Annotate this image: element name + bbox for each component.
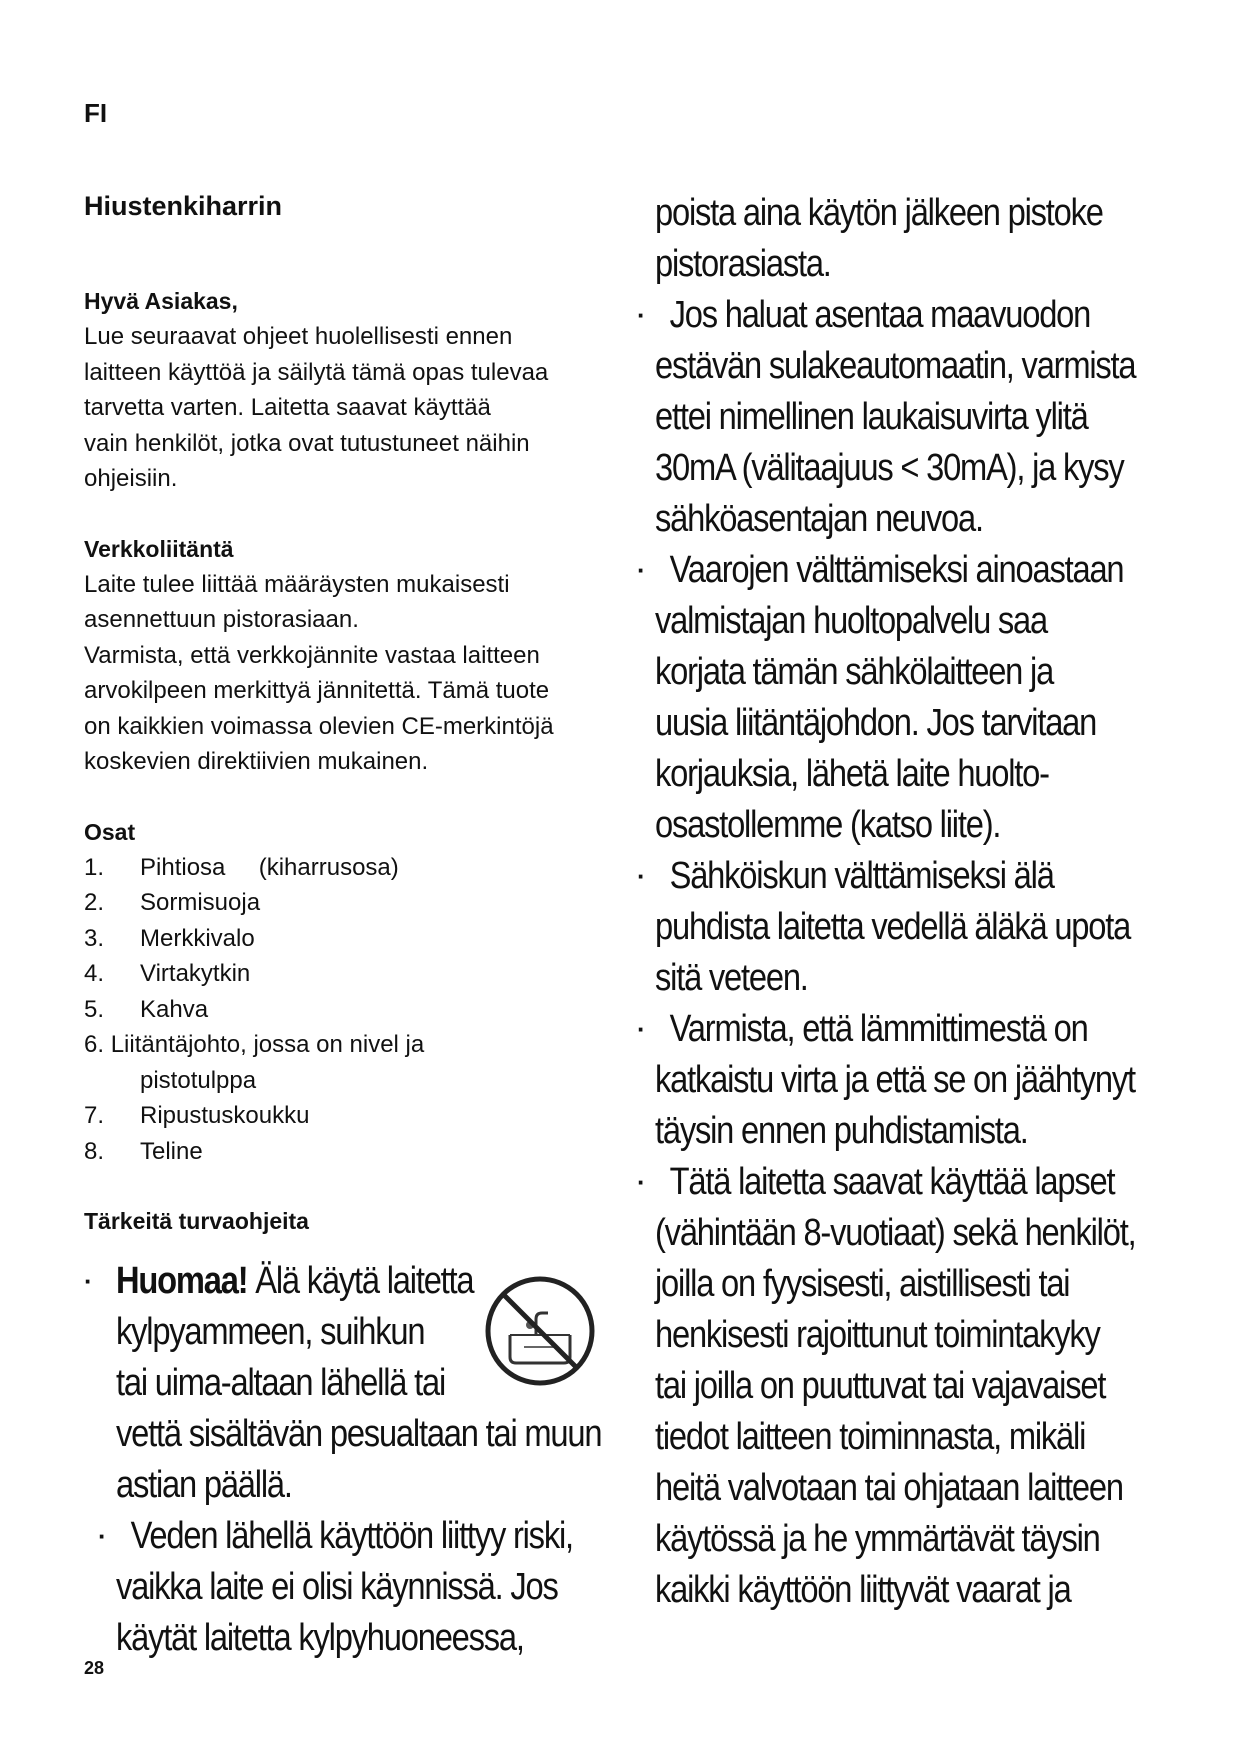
safety-line: sähköasentajan neuvoa. <box>655 498 983 540</box>
safety-line: käytössä ja he ymmärtävät täysin <box>655 1518 1100 1560</box>
continued-line: poista aina käytön jälkeen pistoke <box>655 192 1103 234</box>
safety-line: heitä valvotaan tai ohjataan laitteen <box>655 1467 1123 1509</box>
network-line: Varmista, että verkkojännite vastaa laitteen <box>84 641 540 669</box>
safety-line: 30mA (välitaajuus < 30mA), ja kysy <box>655 447 1124 489</box>
parts-heading: Osat <box>84 818 136 845</box>
safety-line: korjata tämän sähkölaitteen ja <box>655 651 1054 693</box>
item-number: 8. <box>84 1137 105 1165</box>
warning-keyword: Huomaa! <box>116 1260 248 1302</box>
safety-line: puhdista laitetta vedellä äläkä upota <box>655 906 1131 948</box>
item-label-continued: pistotulppa <box>140 1066 257 1094</box>
warning-line: astian päällä. <box>116 1464 292 1506</box>
list-item <box>84 1098 604 1134</box>
safety-line: joilla on fyysisesti, aistillisesti tai <box>655 1263 1070 1305</box>
bullet-icon: · <box>98 1521 107 1551</box>
no-bathtub-icon-graphic <box>484 1275 596 1387</box>
safety-line: katkaistu virta ja että se on jäähtynyt <box>655 1059 1135 1101</box>
network-heading: Verkkoliitäntä <box>84 535 234 562</box>
network-line: Laite tulee liittää määräysten mukaisesti <box>84 570 510 598</box>
item-label: Teline <box>140 1137 203 1165</box>
safety-heading: Tärkeitä turvaohjeita <box>84 1208 309 1234</box>
safety-line: sitä veteen. <box>655 957 808 999</box>
item-label: Virtakytkin <box>140 960 251 987</box>
safety-line: osastollemme (katso liite). <box>655 804 1001 846</box>
safety-line: Vaarojen välttämiseksi ainoastaan <box>669 549 1124 591</box>
safety-line: tai joilla on puuttuvat tai vajavaiset <box>655 1365 1106 1407</box>
warning-line: kylpyammeen, suihkun <box>116 1311 425 1353</box>
greeting-heading: Hyvä Asiakas, <box>84 288 238 314</box>
item-label: Merkkivalo <box>140 924 255 952</box>
bullet-icon: · <box>637 1167 646 1197</box>
page-number: 28 <box>84 1658 105 1678</box>
bullet-icon: · <box>84 1266 93 1296</box>
warning-first-line: Älä käytä laitetta <box>247 1260 474 1302</box>
safety-line: valmistajan huoltopalvelu saa <box>655 600 1047 642</box>
safety-line: Varmista, että lämmittimestä on <box>669 1008 1088 1050</box>
warning-line: vettä sisältävän pesualtaan tai muun <box>116 1413 602 1455</box>
item-label: Pihtiosa (kiharrusosa) <box>140 853 399 881</box>
greeting-line: ohjeisiin. <box>84 465 178 492</box>
parts-list <box>84 850 604 1170</box>
safety-item-text <box>655 290 1137 545</box>
safety-line: korjauksia, lähetä laite huolto- <box>655 753 1049 795</box>
item-number: 7. <box>84 1102 105 1129</box>
item-label: Ripustuskoukku <box>140 1102 310 1129</box>
safety-line: (vähintään 8-vuotiaat) sekä henkilöt, <box>655 1212 1136 1254</box>
list-item <box>84 1027 604 1098</box>
list-item <box>84 1134 604 1170</box>
list-item <box>84 992 604 1028</box>
water-risk-line: käytät laitetta kylpyhuoneessa, <box>116 1617 524 1659</box>
greeting-line: vain henkilöt, jotka ovat tutustuneet näihin <box>84 429 530 457</box>
safety-item <box>637 545 1215 851</box>
safety-item <box>637 1004 1215 1157</box>
list-item <box>84 850 604 886</box>
item-number: 1. <box>84 853 105 881</box>
safety-line: kaikki käyttöön liittyvät vaarat ja <box>655 1569 1071 1611</box>
water-risk-line: Veden lähellä käyttöön liittyy riski, <box>130 1515 573 1557</box>
continued-line: pistorasiasta. <box>655 243 831 285</box>
safety-item <box>637 851 1215 1004</box>
bullet-icon: · <box>637 1014 646 1044</box>
list-item <box>84 956 604 992</box>
item-number: 5. <box>84 995 105 1023</box>
item-label: Liitäntäjohto, jossa on nivel ja <box>110 1031 425 1058</box>
network-line: arvokilpeen merkittyä jännitettä. Tämä tuote <box>84 677 550 704</box>
list-item <box>84 921 604 957</box>
safety-line: Jos haluat asentaa maavuodon <box>669 294 1091 336</box>
bullet-icon: · <box>637 555 646 585</box>
network-text <box>84 567 604 780</box>
water-risk-paragraph <box>116 1511 573 1664</box>
safety-line: tiedot laitteen toiminnasta, mikäli <box>655 1416 1086 1458</box>
safety-line: henkisesti rajoittunut toimintakyky <box>655 1314 1100 1356</box>
network-line: asennettuun pistorasiaan. <box>84 606 359 633</box>
language-code: FI <box>84 98 108 128</box>
safety-item-text <box>655 1004 1137 1157</box>
safety-item <box>637 290 1215 545</box>
greeting-line: laitteen käyttöä ja säilytä tämä opas tulevaa <box>84 358 549 386</box>
item-label: Sormisuoja <box>140 889 261 916</box>
item-number: 4. <box>84 960 105 987</box>
safety-line: Sähköiskun välttämiseksi älä <box>669 855 1054 897</box>
left-column <box>84 188 604 1239</box>
greeting-line: tarvetta varten. Laitetta saavat käyttää <box>84 394 491 421</box>
water-risk-text <box>116 1511 636 1664</box>
no-bathtub-icon <box>484 1275 596 1387</box>
safety-line: täysin ennen puhdistamista. <box>655 1110 1028 1152</box>
safety-item-text <box>655 1157 1137 1616</box>
greeting-line: Lue seuraavat ohjeet huolellisesti ennen <box>84 323 513 350</box>
item-number: 2. <box>84 889 105 916</box>
right-column <box>637 188 1215 1616</box>
bullet-icon: · <box>637 861 646 891</box>
bullet-icon: · <box>637 300 646 330</box>
item-number: 3. <box>84 924 105 952</box>
safety-line: ettei nimellinen laukaisuvirta ylitä <box>655 396 1088 438</box>
safety-item-text <box>655 545 1137 851</box>
safety-line: uusia liitäntäjohdon. Jos tarvitaan <box>655 702 1097 744</box>
list-item <box>84 885 604 921</box>
item-label: Kahva <box>140 995 209 1023</box>
safety-item-text <box>655 851 1137 1004</box>
continued-paragraph <box>655 188 1137 290</box>
warning-line: tai uima-altaan lähellä tai <box>116 1362 446 1404</box>
network-line: koskevien direktiivien mukainen. <box>84 748 429 775</box>
safety-line: estävän sulakeautomaatin, varmista <box>655 345 1136 387</box>
item-number: 6. <box>84 1031 105 1058</box>
greeting-text <box>84 319 604 497</box>
document-title: Hiustenkiharrin <box>84 191 283 221</box>
network-line: on kaikkien voimassa olevien CE-merkintöjä <box>84 712 554 740</box>
safety-line: Tätä laitetta saavat käyttää lapset <box>669 1161 1115 1203</box>
water-risk-line: vaikka laite ei olisi käynnissä. Jos <box>116 1566 558 1608</box>
safety-item <box>637 1157 1215 1616</box>
